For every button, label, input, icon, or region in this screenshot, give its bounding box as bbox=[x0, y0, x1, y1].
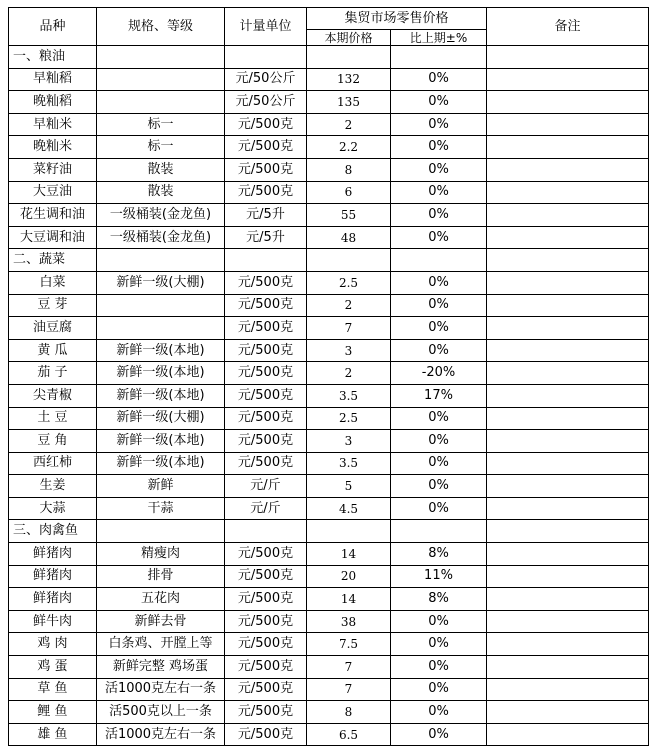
change-cell: 0% bbox=[391, 204, 487, 227]
unit-cell: 元/500克 bbox=[225, 407, 307, 430]
item-name-cell: 鸡 蛋 bbox=[9, 656, 97, 679]
price-cell: 14 bbox=[307, 543, 391, 566]
change-cell: 0% bbox=[391, 91, 487, 114]
empty-cell bbox=[391, 249, 487, 272]
item-name-cell: 鲜猪肉 bbox=[9, 543, 97, 566]
spec-cell bbox=[97, 91, 225, 114]
price-cell: 7 bbox=[307, 317, 391, 340]
table-row bbox=[9, 181, 649, 204]
price-cell: 14 bbox=[307, 588, 391, 611]
price-cell: 7 bbox=[307, 678, 391, 701]
spec-cell bbox=[97, 317, 225, 340]
note-cell bbox=[487, 407, 649, 430]
spec-cell: 白条鸡、开膛上等 bbox=[97, 633, 225, 656]
note-cell bbox=[487, 543, 649, 566]
spec-cell: 干蒜 bbox=[97, 497, 225, 520]
table-row bbox=[9, 543, 649, 566]
unit-cell: 元/500克 bbox=[225, 430, 307, 453]
note-cell bbox=[487, 158, 649, 181]
change-cell: 0% bbox=[391, 271, 487, 294]
header-note: 备注 bbox=[487, 8, 649, 46]
table-row bbox=[9, 68, 649, 91]
item-name-cell: 黄 瓜 bbox=[9, 339, 97, 362]
change-cell: 0% bbox=[391, 656, 487, 679]
spec-cell: 新鲜一级(本地) bbox=[97, 362, 225, 385]
empty-cell bbox=[391, 46, 487, 69]
change-cell: 0% bbox=[391, 610, 487, 633]
price-cell: 7.5 bbox=[307, 633, 391, 656]
table-row bbox=[9, 339, 649, 362]
price-cell: 2 bbox=[307, 362, 391, 385]
unit-cell: 元/500克 bbox=[225, 678, 307, 701]
price-cell: 3.5 bbox=[307, 384, 391, 407]
note-cell bbox=[487, 701, 649, 724]
spec-cell: 一级桶装(金龙鱼) bbox=[97, 226, 225, 249]
price-cell: 55 bbox=[307, 204, 391, 227]
note-cell bbox=[487, 610, 649, 633]
item-name-cell: 生姜 bbox=[9, 475, 97, 498]
price-cell: 2.5 bbox=[307, 271, 391, 294]
unit-cell: 元/500克 bbox=[225, 723, 307, 746]
spec-cell: 五花肉 bbox=[97, 588, 225, 611]
price-cell: 2.5 bbox=[307, 407, 391, 430]
note-cell bbox=[487, 656, 649, 679]
price-cell: 135 bbox=[307, 91, 391, 114]
note-cell bbox=[487, 136, 649, 159]
note-cell bbox=[487, 497, 649, 520]
note-cell bbox=[487, 181, 649, 204]
table-row bbox=[9, 271, 649, 294]
unit-cell: 元/500克 bbox=[225, 452, 307, 475]
spec-cell: 新鲜完整 鸡场蛋 bbox=[97, 656, 225, 679]
note-cell bbox=[487, 723, 649, 746]
unit-cell: 元/500克 bbox=[225, 158, 307, 181]
note-cell bbox=[487, 362, 649, 385]
empty-cell bbox=[487, 46, 649, 69]
spec-cell: 精瘦肉 bbox=[97, 543, 225, 566]
change-cell: 17% bbox=[391, 384, 487, 407]
spec-cell: 一级桶装(金龙鱼) bbox=[97, 204, 225, 227]
note-cell bbox=[487, 113, 649, 136]
empty-cell bbox=[97, 520, 225, 543]
item-name-cell: 草 鱼 bbox=[9, 678, 97, 701]
spec-cell: 新鲜一级(大棚) bbox=[97, 407, 225, 430]
note-cell bbox=[487, 339, 649, 362]
header-item: 品种 bbox=[9, 8, 97, 46]
item-name-cell: 鲤 鱼 bbox=[9, 701, 97, 724]
item-name-cell: 雄 鱼 bbox=[9, 723, 97, 746]
header-change: 比上期±% bbox=[391, 30, 487, 46]
unit-cell: 元/50公斤 bbox=[225, 68, 307, 91]
unit-cell: 元/斤 bbox=[225, 475, 307, 498]
price-cell: 6.5 bbox=[307, 723, 391, 746]
section-label: 一、粮油 bbox=[9, 46, 97, 69]
change-cell: -20% bbox=[391, 362, 487, 385]
change-cell: 0% bbox=[391, 181, 487, 204]
change-cell: 0% bbox=[391, 226, 487, 249]
item-name-cell: 土 豆 bbox=[9, 407, 97, 430]
price-cell: 6 bbox=[307, 181, 391, 204]
spec-cell: 新鲜一级(本地) bbox=[97, 430, 225, 453]
item-name-cell: 菜籽油 bbox=[9, 158, 97, 181]
unit-cell: 元/50公斤 bbox=[225, 91, 307, 114]
unit-cell: 元/500克 bbox=[225, 294, 307, 317]
change-cell: 0% bbox=[391, 407, 487, 430]
note-cell bbox=[487, 226, 649, 249]
item-name-cell: 鸡 肉 bbox=[9, 633, 97, 656]
item-name-cell: 大蒜 bbox=[9, 497, 97, 520]
spec-cell: 新鲜一级(本地) bbox=[97, 339, 225, 362]
spec-cell: 新鲜一级(本地) bbox=[97, 452, 225, 475]
note-cell bbox=[487, 204, 649, 227]
price-cell: 5 bbox=[307, 475, 391, 498]
note-cell bbox=[487, 475, 649, 498]
note-cell bbox=[487, 384, 649, 407]
change-cell: 0% bbox=[391, 633, 487, 656]
change-cell: 0% bbox=[391, 723, 487, 746]
change-cell: 0% bbox=[391, 430, 487, 453]
spec-cell: 新鲜一级(本地) bbox=[97, 384, 225, 407]
note-cell bbox=[487, 68, 649, 91]
note-cell bbox=[487, 271, 649, 294]
table-row bbox=[9, 723, 649, 746]
table-row bbox=[9, 678, 649, 701]
table-row bbox=[9, 407, 649, 430]
item-name-cell: 晚籼稻 bbox=[9, 91, 97, 114]
note-cell bbox=[487, 678, 649, 701]
spec-cell: 活500克以上一条 bbox=[97, 701, 225, 724]
item-name-cell: 早籼米 bbox=[9, 113, 97, 136]
table-row bbox=[9, 91, 649, 114]
item-name-cell: 茄 子 bbox=[9, 362, 97, 385]
table-row bbox=[9, 158, 649, 181]
note-cell bbox=[487, 91, 649, 114]
section-label: 二、蔬菜 bbox=[9, 249, 97, 272]
table-row bbox=[9, 384, 649, 407]
item-name-cell: 豆 角 bbox=[9, 430, 97, 453]
spec-cell bbox=[97, 294, 225, 317]
change-cell: 0% bbox=[391, 317, 487, 340]
spec-cell: 新鲜 bbox=[97, 475, 225, 498]
item-name-cell: 鲜猪肉 bbox=[9, 588, 97, 611]
price-cell: 20 bbox=[307, 565, 391, 588]
price-table-body bbox=[9, 8, 649, 746]
unit-cell: 元/500克 bbox=[225, 610, 307, 633]
change-cell: 8% bbox=[391, 588, 487, 611]
item-name-cell: 晚籼米 bbox=[9, 136, 97, 159]
unit-cell: 元/500克 bbox=[225, 701, 307, 724]
price-cell: 48 bbox=[307, 226, 391, 249]
price-cell: 7 bbox=[307, 656, 391, 679]
unit-cell: 元/500克 bbox=[225, 362, 307, 385]
spec-cell: 排骨 bbox=[97, 565, 225, 588]
table-row bbox=[9, 475, 649, 498]
note-cell bbox=[487, 430, 649, 453]
item-name-cell: 鲜牛肉 bbox=[9, 610, 97, 633]
change-cell: 11% bbox=[391, 565, 487, 588]
unit-cell: 元/500克 bbox=[225, 113, 307, 136]
price-cell: 3 bbox=[307, 339, 391, 362]
spec-cell: 散装 bbox=[97, 158, 225, 181]
price-cell: 4.5 bbox=[307, 497, 391, 520]
spec-cell: 散装 bbox=[97, 181, 225, 204]
price-table bbox=[8, 7, 649, 746]
unit-cell: 元/5升 bbox=[225, 204, 307, 227]
header-price-group: 集贸市场零售价格 bbox=[307, 8, 487, 30]
item-name-cell: 鲜猪肉 bbox=[9, 565, 97, 588]
note-cell bbox=[487, 452, 649, 475]
price-cell: 2.2 bbox=[307, 136, 391, 159]
note-cell bbox=[487, 317, 649, 340]
unit-cell: 元/500克 bbox=[225, 317, 307, 340]
unit-cell: 元/500克 bbox=[225, 633, 307, 656]
price-cell: 3.5 bbox=[307, 452, 391, 475]
price-cell: 2 bbox=[307, 294, 391, 317]
change-cell: 0% bbox=[391, 113, 487, 136]
empty-cell bbox=[225, 249, 307, 272]
header-spec: 规格、等级 bbox=[97, 8, 225, 46]
empty-cell bbox=[225, 520, 307, 543]
spec-cell: 新鲜去骨 bbox=[97, 610, 225, 633]
price-cell: 3 bbox=[307, 430, 391, 453]
unit-cell: 元/斤 bbox=[225, 497, 307, 520]
table-row bbox=[9, 565, 649, 588]
table-row bbox=[9, 294, 649, 317]
section-label: 三、肉禽鱼 bbox=[9, 520, 97, 543]
section-row bbox=[9, 46, 649, 69]
item-name-cell: 豆 芽 bbox=[9, 294, 97, 317]
item-name-cell: 大豆油 bbox=[9, 181, 97, 204]
note-cell bbox=[487, 294, 649, 317]
table-row bbox=[9, 226, 649, 249]
note-cell bbox=[487, 565, 649, 588]
table-row bbox=[9, 317, 649, 340]
header-row bbox=[9, 8, 649, 30]
change-cell: 0% bbox=[391, 136, 487, 159]
table-row bbox=[9, 204, 649, 227]
spec-cell: 新鲜一级(大棚) bbox=[97, 271, 225, 294]
empty-cell bbox=[307, 520, 391, 543]
unit-cell: 元/500克 bbox=[225, 543, 307, 566]
item-name-cell: 大豆调和油 bbox=[9, 226, 97, 249]
unit-cell: 元/500克 bbox=[225, 384, 307, 407]
item-name-cell: 油豆腐 bbox=[9, 317, 97, 340]
item-name-cell: 西红柿 bbox=[9, 452, 97, 475]
table-row bbox=[9, 452, 649, 475]
empty-cell bbox=[225, 46, 307, 69]
table-row bbox=[9, 610, 649, 633]
table-row bbox=[9, 656, 649, 679]
empty-cell bbox=[97, 46, 225, 69]
unit-cell: 元/500克 bbox=[225, 136, 307, 159]
spec-cell: 标一 bbox=[97, 113, 225, 136]
unit-cell: 元/5升 bbox=[225, 226, 307, 249]
empty-cell bbox=[97, 249, 225, 272]
table-row bbox=[9, 633, 649, 656]
unit-cell: 元/500克 bbox=[225, 339, 307, 362]
section-row bbox=[9, 249, 649, 272]
empty-cell bbox=[307, 249, 391, 272]
table-row bbox=[9, 588, 649, 611]
change-cell: 0% bbox=[391, 339, 487, 362]
spec-cell: 活1000克左右一条 bbox=[97, 678, 225, 701]
table-row bbox=[9, 113, 649, 136]
change-cell: 0% bbox=[391, 678, 487, 701]
item-name-cell: 尖青椒 bbox=[9, 384, 97, 407]
price-cell: 132 bbox=[307, 68, 391, 91]
change-cell: 0% bbox=[391, 701, 487, 724]
unit-cell: 元/500克 bbox=[225, 656, 307, 679]
table-row bbox=[9, 701, 649, 724]
price-cell: 2 bbox=[307, 113, 391, 136]
unit-cell: 元/500克 bbox=[225, 181, 307, 204]
unit-cell: 元/500克 bbox=[225, 565, 307, 588]
section-row bbox=[9, 520, 649, 543]
note-cell bbox=[487, 588, 649, 611]
unit-cell: 元/500克 bbox=[225, 271, 307, 294]
spec-cell: 活1000克左右一条 bbox=[97, 723, 225, 746]
change-cell: 0% bbox=[391, 68, 487, 91]
table-row bbox=[9, 136, 649, 159]
change-cell: 0% bbox=[391, 294, 487, 317]
table-row bbox=[9, 430, 649, 453]
note-cell bbox=[487, 633, 649, 656]
empty-cell bbox=[487, 249, 649, 272]
change-cell: 8% bbox=[391, 543, 487, 566]
spec-cell bbox=[97, 68, 225, 91]
change-cell: 0% bbox=[391, 452, 487, 475]
item-name-cell: 早籼稻 bbox=[9, 68, 97, 91]
empty-cell bbox=[487, 520, 649, 543]
change-cell: 0% bbox=[391, 497, 487, 520]
item-name-cell: 白菜 bbox=[9, 271, 97, 294]
table-row bbox=[9, 362, 649, 385]
price-cell: 8 bbox=[307, 158, 391, 181]
change-cell: 0% bbox=[391, 158, 487, 181]
empty-cell bbox=[307, 46, 391, 69]
table-row bbox=[9, 497, 649, 520]
header-price: 本期价格 bbox=[307, 30, 391, 46]
unit-cell: 元/500克 bbox=[225, 588, 307, 611]
change-cell: 0% bbox=[391, 475, 487, 498]
empty-cell bbox=[391, 520, 487, 543]
header-unit: 计量单位 bbox=[225, 8, 307, 46]
item-name-cell: 花生调和油 bbox=[9, 204, 97, 227]
spec-cell: 标一 bbox=[97, 136, 225, 159]
price-cell: 8 bbox=[307, 701, 391, 724]
price-cell: 38 bbox=[307, 610, 391, 633]
